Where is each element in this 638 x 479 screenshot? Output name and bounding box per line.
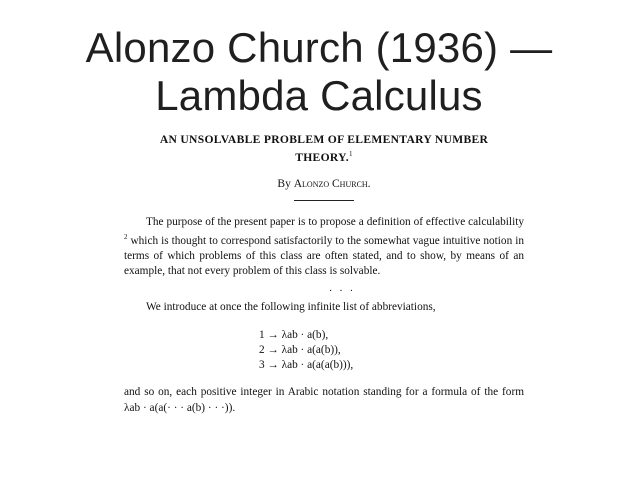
- byline-prefix: By: [277, 177, 291, 190]
- abbreviations-intro-text: We introduce at once the following infinite list of abbreviations,: [146, 301, 436, 314]
- paper-title: [124, 132, 524, 165]
- paragraph-text-2: which is thought to correspond satisfactorily to the somewhat vague intuitive notion in terms of which problems of this class are often stated, and to show, by means of an example, that not every problem of this class is solvable.: [124, 234, 525, 278]
- abbreviations-intro: [124, 300, 524, 315]
- formula-list: [259, 328, 524, 373]
- slide-title-line-2: Lambda Calculus: [155, 72, 483, 119]
- title-footnote-marker: 1: [348, 150, 353, 158]
- slide-title-line-1: Alonzo Church (1936) —: [85, 24, 553, 71]
- separator-rule: [294, 200, 354, 201]
- paper-excerpt: [124, 132, 524, 416]
- closing-paragraph: and so on, each positive integer in Arabic notation standing for a formula of the form λab · a(a(· · · a(b) · · ·)).: [124, 386, 524, 414]
- paper-title-line-1: AN UNSOLVABLE PROBLEM OF ELEMENTARY NUMBER: [159, 133, 489, 146]
- abstract-paragraph: [124, 215, 524, 280]
- paragraph-footnote-marker: 2: [124, 233, 128, 242]
- formula-2: 2 → λab · a(a(b)),: [259, 344, 341, 357]
- paper-title-line-2: [124, 147, 524, 165]
- paper-title-line-2-text: THEORY.: [295, 150, 349, 164]
- omission-ellipsis: · · ·: [328, 285, 356, 298]
- slide-title: [0, 24, 638, 120]
- paragraph-text-1: The purpose of the present paper is to propose a definition of effective calculability: [146, 215, 524, 228]
- byline: [124, 177, 524, 191]
- author-name: Alonzo Church.: [293, 177, 371, 190]
- formula-3: 3 → λab · a(a(a(b))),: [259, 359, 354, 372]
- formula-1: 1 → λab · a(b),: [259, 329, 329, 342]
